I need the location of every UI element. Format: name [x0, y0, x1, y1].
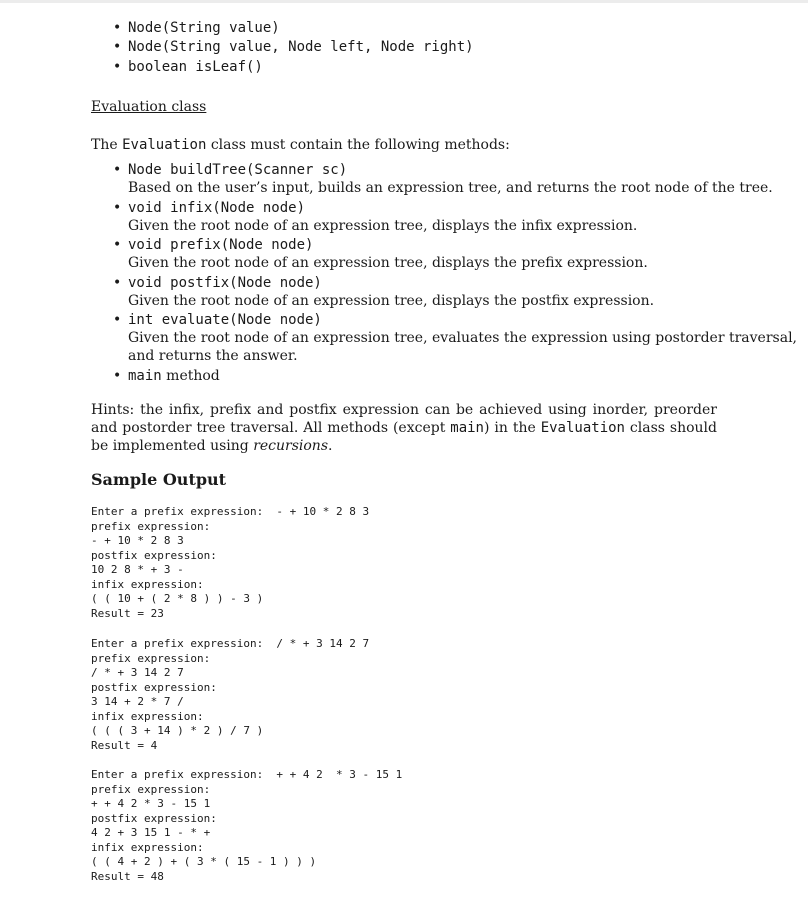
- code-line: 3 14 + 2 * 7 /: [91, 695, 184, 708]
- code-line: infix expression:: [91, 841, 204, 854]
- hints-paragraph: Hints: the infix, prefix and postfix expression can be achieved using inorder, preorder and postorder tree traversal. All methods (except main) in the Evaluation class should be implemented using recursions.: [91, 402, 717, 454]
- code-line: ( ( 10 + ( 2 * 8 ) ) - 3 ): [91, 592, 264, 605]
- code-line: postfix expression:: [91, 812, 217, 825]
- code-line: Enter a prefix expression: - + 10 * 2 8 3: [91, 505, 370, 518]
- method-description: Given the root node of an expression tree, displays the infix expression.: [128, 218, 638, 234]
- method-signature: • void infix(Node node): [113, 200, 306, 216]
- list-item: • boolean isLeaf(): [113, 59, 263, 75]
- code-line: infix expression:: [91, 578, 204, 591]
- code-line: - + 10 * 2 8 3: [91, 534, 184, 547]
- code-line: postfix expression:: [91, 681, 217, 694]
- code-line: 10 2 8 * + 3 -: [91, 563, 184, 576]
- method-signature: • void postfix(Node node): [113, 275, 322, 291]
- code-line: 4 2 + 3 15 1 - * +: [91, 826, 211, 839]
- list-item: • main method: [113, 368, 220, 384]
- sample-output-heading: Sample Output: [91, 470, 227, 489]
- method-description: Based on the user’s input, builds an expression tree, and returns the root node of the tree.: [128, 180, 773, 196]
- method-signature: • int evaluate(Node node): [113, 312, 322, 328]
- method-signature: • void prefix(Node node): [113, 237, 314, 253]
- code-line: Result = 4: [91, 739, 158, 752]
- code-line: / * + 3 14 2 7: [91, 666, 184, 679]
- method-description: Given the root node of an expression tree, displays the prefix expression.: [128, 255, 648, 271]
- code-line: prefix expression:: [91, 652, 211, 665]
- code-line: + + 4 2 * 3 - 15 1: [91, 797, 211, 810]
- code-line: Enter a prefix expression: / * + 3 14 2 7: [91, 637, 370, 650]
- page-top-border: [0, 0, 808, 3]
- list-item: • Node(String value, Node left, Node right): [113, 39, 474, 55]
- code-line: Result = 23: [91, 607, 164, 620]
- method-description: and returns the answer.: [128, 348, 298, 364]
- code-line: Enter a prefix expression: + + 4 2 * 3 - 15 1: [91, 768, 403, 781]
- code-line: postfix expression:: [91, 549, 217, 562]
- method-signature: • Node buildTree(Scanner sc): [113, 162, 348, 178]
- code-line: ( ( ( 3 + 14 ) * 2 ) / 7 ): [91, 724, 264, 737]
- list-item: • Node(String value): [113, 20, 280, 36]
- code-line: prefix expression:: [91, 520, 211, 533]
- method-description: Given the root node of an expression tree, displays the postfix expression.: [128, 293, 655, 309]
- intro-paragraph: The Evaluation class must contain the following methods:: [91, 137, 510, 153]
- code-line: Result = 48: [91, 870, 164, 883]
- section-heading: Evaluation class: [91, 99, 207, 115]
- method-description: Given the root node of an expression tree, evaluates the expression using postorder traversal,: [128, 330, 797, 346]
- code-line: infix expression:: [91, 710, 204, 723]
- code-line: prefix expression:: [91, 783, 211, 796]
- code-line: ( ( 4 + 2 ) + ( 3 * ( 15 - 1 ) ) ): [91, 855, 317, 868]
